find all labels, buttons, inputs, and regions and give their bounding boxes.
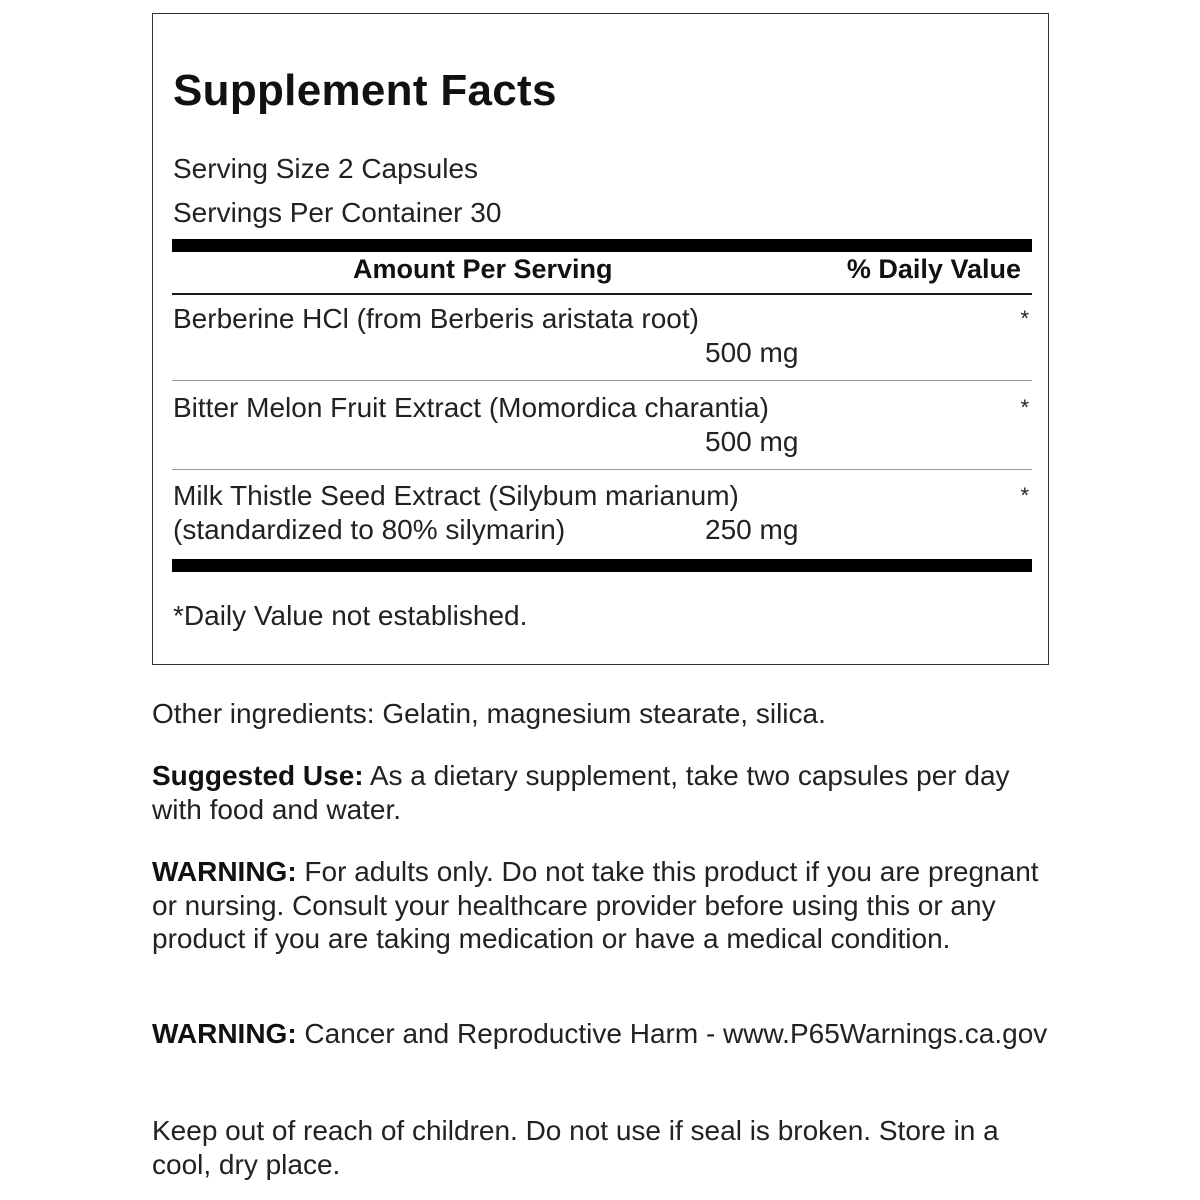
daily-value-header: % Daily Value — [846, 254, 1021, 284]
supplement-facts-panel — [152, 13, 1049, 665]
warning-adults-text: For adults only. Do not take this product if you are pregnant or nursing. Consult your healthcare provider before using this or any product if you are taking medication or have a medical condition. — [152, 856, 1039, 954]
warning-p65 — [152, 1017, 1052, 1051]
ingredient-amount: 250 mg — [705, 514, 799, 545]
warning-p65-label: WARNING: — [152, 1018, 297, 1049]
warning-adults-label: WARNING: — [152, 856, 297, 887]
facts-title: Supplement Facts — [173, 66, 557, 115]
suggested-use-label: Suggested Use: — [152, 760, 364, 791]
ingredient-daily-value: * — [1020, 395, 1029, 420]
ingredient-daily-value: * — [1020, 306, 1029, 331]
ingredient-name: Bitter Melon Fruit Extract (Momordica charantia) — [173, 392, 769, 423]
warning-p65-text: Cancer and Reproductive Harm - www.P65Warnings.ca.gov — [296, 1018, 1048, 1049]
suggested-use — [152, 759, 1052, 826]
row-divider — [172, 380, 1032, 381]
top-thick-divider — [172, 239, 1032, 252]
ingredient-amount: 500 mg — [705, 426, 799, 457]
suggested-use-text: As a dietary supplement, take two capsules per day with food and water. — [152, 760, 1010, 825]
ingredient-detail: (standardized to 80% silymarin) — [173, 514, 566, 545]
amount-per-serving-header: Amount Per Serving — [353, 254, 613, 284]
warning-adults — [152, 855, 1052, 956]
servings-per-container: Servings Per Container 30 — [173, 197, 502, 228]
ingredient-amount: 500 mg — [705, 337, 799, 368]
serving-size: Serving Size 2 Capsules — [173, 153, 479, 184]
storage-instructions: Keep out of reach of children. Do not use if seal is broken. Store in a cool, dry place. — [152, 1115, 999, 1180]
header-divider — [172, 293, 1032, 295]
ingredient-name: Berberine HCl (from Berberis aristata root) — [173, 303, 699, 334]
bottom-thick-divider — [172, 559, 1032, 572]
ingredient-daily-value: * — [1020, 483, 1029, 508]
ingredient-name: Milk Thistle Seed Extract (Silybum marianum) — [173, 480, 739, 511]
row-divider — [172, 469, 1032, 470]
other-ingredients: Other ingredients: Gelatin, magnesium stearate, silica. — [152, 698, 826, 729]
daily-value-footnote: *Daily Value not established. — [173, 600, 528, 631]
